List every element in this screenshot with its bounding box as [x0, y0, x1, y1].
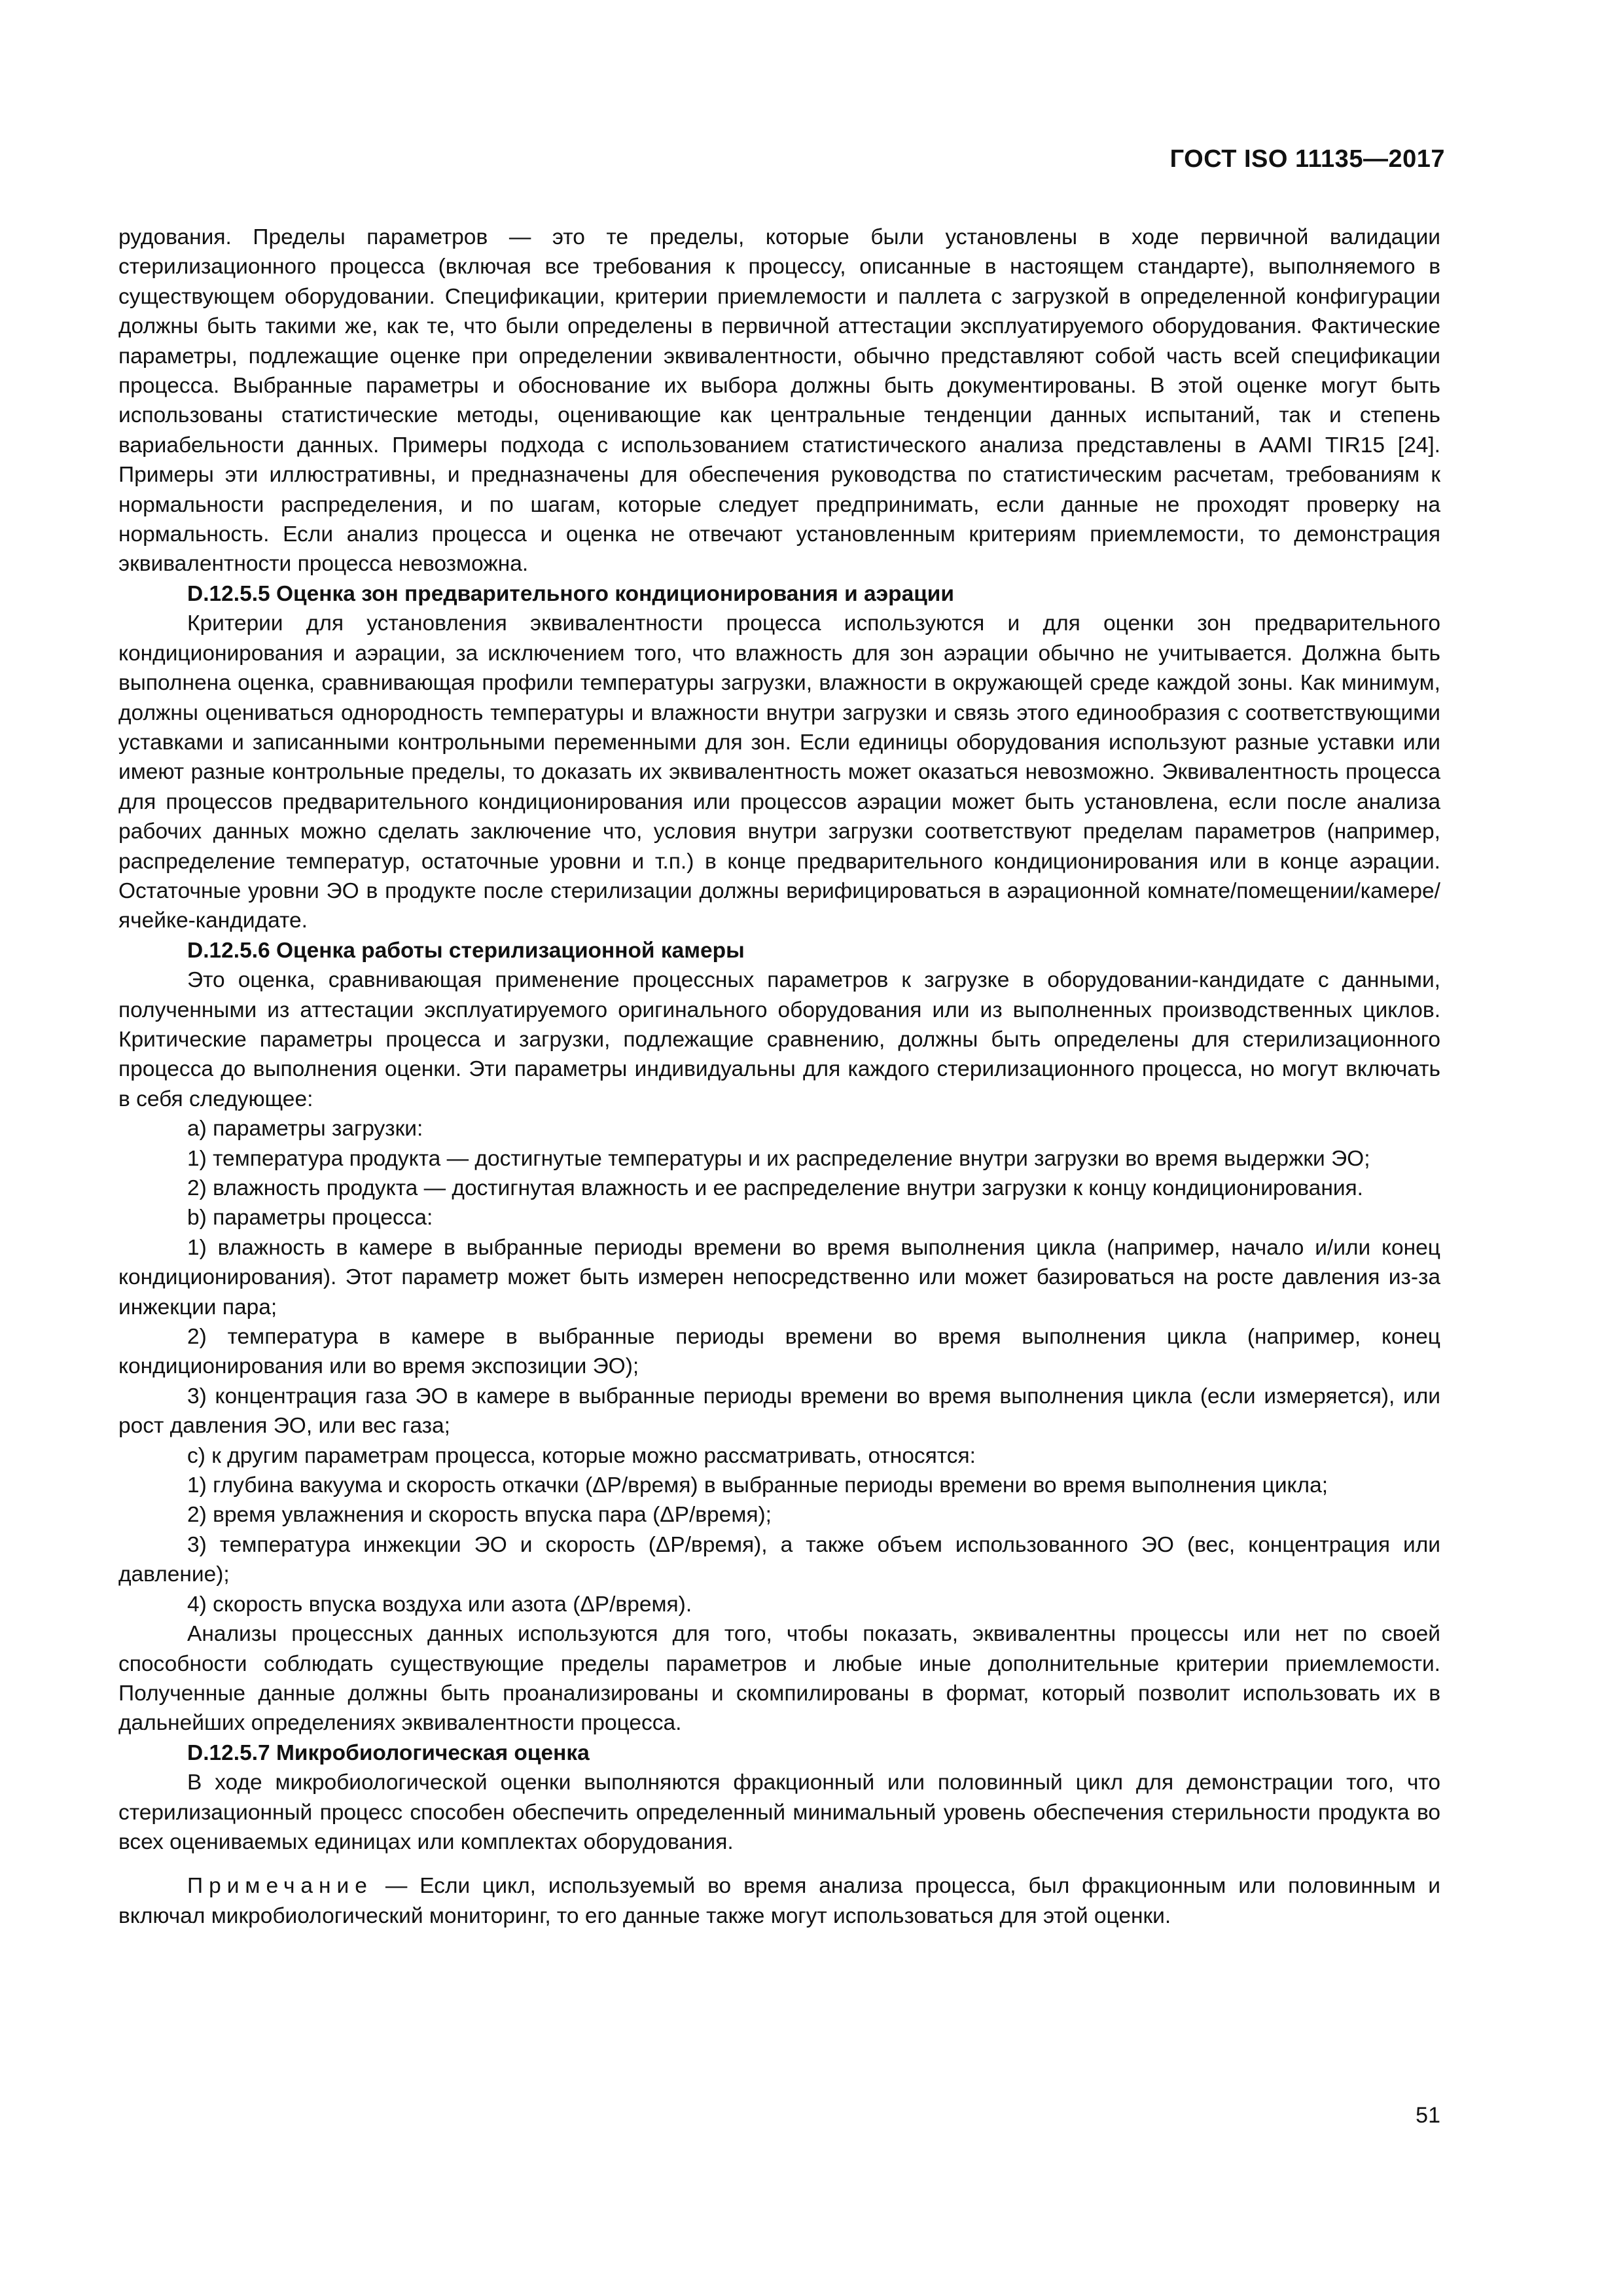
list-item: с) к другим параметрам процесса, которые можно рассматривать, относятся:	[187, 1443, 976, 1468]
section-heading: D.12.5.6 Оценка работы стерилизационной камеры	[187, 938, 745, 963]
list-item: 1) влажность в камере в выбранные периоды времени во время выполнения цикла (например, начало и/или конец кондиционирования). Этот параметр может быть измерен непосредственно или может базироваться на росте давления из-за инжекции пара;	[118, 1235, 1440, 1319]
paragraph: Критерии для установления эквивалентности процесса используются и для оценки зон предварительного кондиционирования и аэрации, за исключением того, что влажность для зон аэрации обычно не учитывается. Должна быть выполнена оценка, сравнивающая профили температуры загрузки, влажности в окружающей среде каждой зоны. Как минимум, должны оцениваться однородность температуры и влажности внутри загрузки и связь этого единообразия с соответствующими уставками и записанными контрольными переменными для зон. Если единицы оборудования используют разные уставки или имеют разные контрольные пределы, то доказать их эквивалентность может оказаться невозможно. Эквивалентность процесса для процессов предварительного кондиционирования или процессов аэрации может быть установлена, если после анализа рабочих данных можно сделать заключение что, условия внутри загрузки соответствуют пределам параметров (например, распределение температур, остаточные уровни и т.п.) в конце предварительного кондиционирования или в конце аэрации. Остаточные уровни ЭО в продукте после стерилизации должны верифицироваться в аэрационной комнате/помещении/камере/ячейке-кандидате.	[118, 611, 1440, 933]
paragraph: В ходе микробиологической оценки выполняются фракционный или половинный цикл для демонстрации того, что стерилизационный процесс способен обеспечить определенный минимальный уровень обеспечения стерильности продукта во всех оцениваемых единицах или комплектах оборудования.	[118, 1770, 1440, 1854]
paragraph: Анализы процессных данных используются для того, чтобы показать, эквивалентны процессы или нет по своей способности соблюдать существующие пределы параметров и любые иные дополнительные критерии приемлемости. Полученные данные должны быть проанализированы и скомпилированы в формат, который позволит использовать их в дальнейших определениях эквивалентности процесса.	[118, 1622, 1440, 1736]
list-item: 3) концентрация газа ЭО в камере в выбранные периоды времени во время выполнения цикла (если измеряется), или рост давления ЭО, или вес газа;	[118, 1384, 1440, 1439]
list-item: 4) скорость впуска воздуха или азота (ΔP/время).	[187, 1592, 692, 1617]
section-heading: D.12.5.7 Микробиологическая оценка	[187, 1740, 590, 1765]
list-item: b) параметры процесса:	[187, 1206, 433, 1230]
section-heading: D.12.5.5 Оценка зон предварительного кондиционирования и аэрации	[187, 581, 954, 606]
note-text: — Если цикл, используемый во время анализа процесса, был фракционным или половинным и включал микробиологический мониторинг, то его данные также могут использоваться для этой оценки.	[118, 1874, 1440, 1928]
list-item: 2) температура в камере в выбранные периоды времени во время выполнения цикла (например, конец кондиционирования или во время экспозиции ЭО);	[118, 1325, 1440, 1379]
paragraph: Это оценка, сравнивающая применение процессных параметров к загрузке в оборудовании-кандидате с данными, полученными из аттестации эксплуатируемого оригинального оборудования или из выполненных производственных циклов. Критические параметры процесса и загрузки, подлежащие сравнению, должны быть определены для стерилизационного процесса до выполнения оценки. Эти параметры индивидуальны для каждого стерилизационного процесса, но могут включать в себя следующее:	[118, 968, 1440, 1111]
list-item: 3) температура инжекции ЭО и скорость (ΔP/время), а также объем использованного ЭО (вес, концентрация или давление);	[118, 1532, 1440, 1587]
list-item: 2) влажность продукта — достигнутая влажность и ее распределение внутри загрузки к концу кондиционирования.	[187, 1176, 1363, 1200]
note-label: Примечание	[187, 1874, 373, 1899]
list-item: 2) время увлажнения и скорость впуска пара (ΔP/время);	[187, 1503, 772, 1528]
document-body	[118, 223, 1440, 1931]
note	[118, 1871, 1440, 1931]
paragraph: рудования. Пределы параметров — это те пределы, которые были установлены в ходе первичной валидации стерилизационного процесса (включая все требования к процессу, описанные в настоящем стандарте), выполняемого в существующем оборудовании. Спецификации, критерии приемлемости и паллета с загрузкой в определенной конфигурации должны быть такими же, как те, что были определены в первичной аттестации эксплуатируемого оборудования. Фактические параметры, подлежащие оценке при определении эквивалентности, обычно представляют собой часть всей спецификации процесса. Выбранные параметры и обоснование их выбора должны быть документированы. В этой оценке могут быть использованы статистические методы, оценивающие как центральные тенденции данных испытаний, так и степень вариабельности данных. Примеры подхода с использованием статистического анализа представлены в AAMI TIR15 [24]. Примеры эти иллюстративны, и предназначены для обеспечения руководства по статистическим расчетам, требованиям к нормальности распределения, и по шагам, которые следует предпринимать, если данные не проходят проверку на нормальность. Если анализ процесса и оценка не отвечают установленным критериям приемлемости, то демонстрация эквивалентности процесса невозможна.	[118, 225, 1440, 577]
list-item: 1) глубина вакуума и скорость откачки (ΔP/время) в выбранные периоды времени во время выполнения цикла;	[187, 1473, 1329, 1498]
list-item: 1) температура продукта — достигнутые температуры и их распределение внутри загрузки во время выдержки ЭО;	[187, 1146, 1370, 1171]
standard-header: ГОСТ ISO 11135—2017	[1169, 145, 1445, 173]
list-item: а) параметры загрузки:	[187, 1117, 423, 1141]
page-number: 51	[1416, 2103, 1440, 2128]
